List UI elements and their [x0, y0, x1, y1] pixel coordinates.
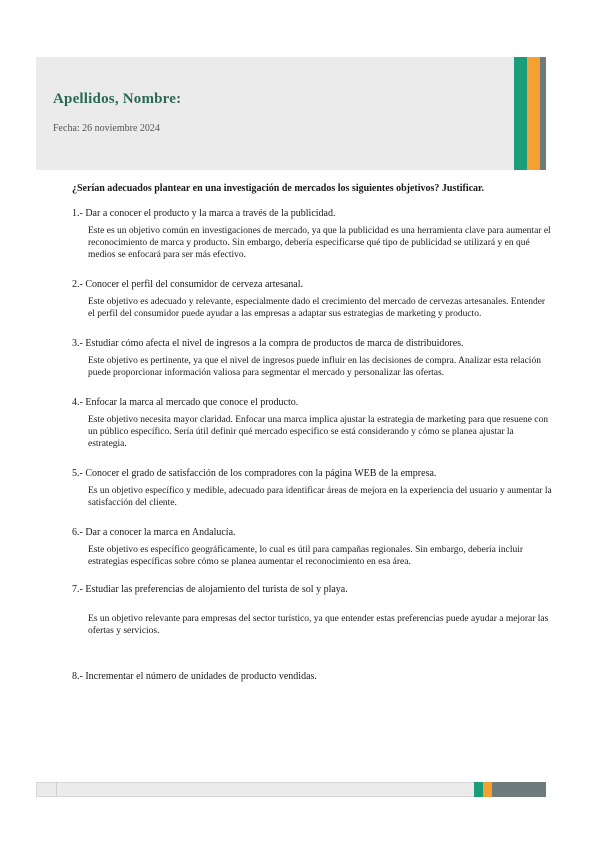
objective-text: 1.- Dar a conocer el producto y la marca a través de la publicidad. — [72, 208, 336, 219]
objective-text: 2.- Conocer el perfil del consumidor de cerveza artesanal. — [72, 279, 304, 290]
header-band — [36, 57, 546, 170]
answer-text: Este objetivo necesita mayor claridad. Enfocar una marca implica ajustar la estrategia de marketing para que resuene con un público específico. Sería útil definir qué mercado específico se está considerando y cómo se planea ajustar la estrategia. — [88, 415, 549, 449]
header-accent-green — [514, 57, 527, 170]
footer-divider — [56, 782, 57, 797]
footer-accent-orange — [483, 782, 492, 797]
objective-item-8 — [72, 671, 552, 682]
objective-text: 7.- Estudiar las preferencias de alojamiento del turista de sol y playa. — [72, 584, 348, 595]
answer-text: Es un objetivo relevante para empresas del sector turístico, ya que entender estas preferencias puede ayudar a mejorar las ofertas y servicios. — [88, 614, 549, 636]
answer-text: Este objetivo es pertinente, ya que el nivel de ingresos puede influir en las decisiones de compra. Analizar esta relación puede proporcionar información valiosa para segmentar el mercado y personalizar las ofertas. — [88, 356, 541, 378]
footer-accent-green — [474, 782, 483, 797]
footer-accent-slate — [492, 782, 546, 797]
objective-text: 8.- Incrementar el número de unidades de producto vendidas. — [72, 671, 317, 682]
objective-item-4 — [72, 397, 552, 450]
document-date: Fecha: 26 noviembre 2024 — [53, 123, 160, 134]
answer-text: Este objetivo es adecuado y relevante, especialmente dado el crecimiento del mercado de cervezas artesanales. Entender el perfil del consumidor puede ayudar a las empresas a adaptar sus estrategias de marketing y producto. — [88, 297, 546, 319]
footer-band — [36, 782, 546, 797]
objective-text: 5.- Conocer el grado de satisfacción de los compradores con la página WEB de la empresa. — [72, 468, 437, 479]
objective-item-7 — [72, 584, 552, 637]
question-heading: ¿Serían adecuados plantear en una investigación de mercados los siguientes objetivos? Justificar. — [72, 183, 485, 194]
objective-text: 6.- Dar a conocer la marca en Andalucía. — [72, 527, 236, 538]
answer-text: Es un objetivo específico y medible, adecuado para identificar áreas de mejora en la experiencia del usuario y aumentar la satisfacción del cliente. — [88, 486, 552, 508]
objective-text: 4.- Enfocar la marca al mercado que conoce el producto. — [72, 397, 299, 408]
objective-item-6 — [72, 527, 552, 568]
objective-item-5 — [72, 468, 552, 509]
objective-item-3 — [72, 338, 552, 379]
answer-text: Este es un objetivo común en investigaciones de mercado, ya que la publicidad es una herramienta clave para aumentar el reconocimiento de marca y producto. Sin embargo, debería especificarse qué tipo de publicidad se utilizará y en qué medios se enfocará para ser más efectivo. — [88, 226, 551, 260]
document-body — [72, 183, 552, 688]
header-accent-slate — [540, 57, 546, 170]
answer-text: Este objetivo es específico geográficamente, lo cual es útil para campañas regionales. Sin embargo, debería incluir estrategias específicas sobre cómo se planea aumentar el reconocimiento en esa área. — [88, 545, 524, 567]
objective-item-1 — [72, 208, 552, 261]
objective-text: 3.- Estudiar cómo afecta el nivel de ingresos a la compra de productos de marca de distribuidores. — [72, 338, 464, 349]
objective-item-2 — [72, 279, 552, 320]
header-accent-orange — [527, 57, 540, 170]
document-title: Apellidos, Nombre: — [53, 91, 182, 107]
